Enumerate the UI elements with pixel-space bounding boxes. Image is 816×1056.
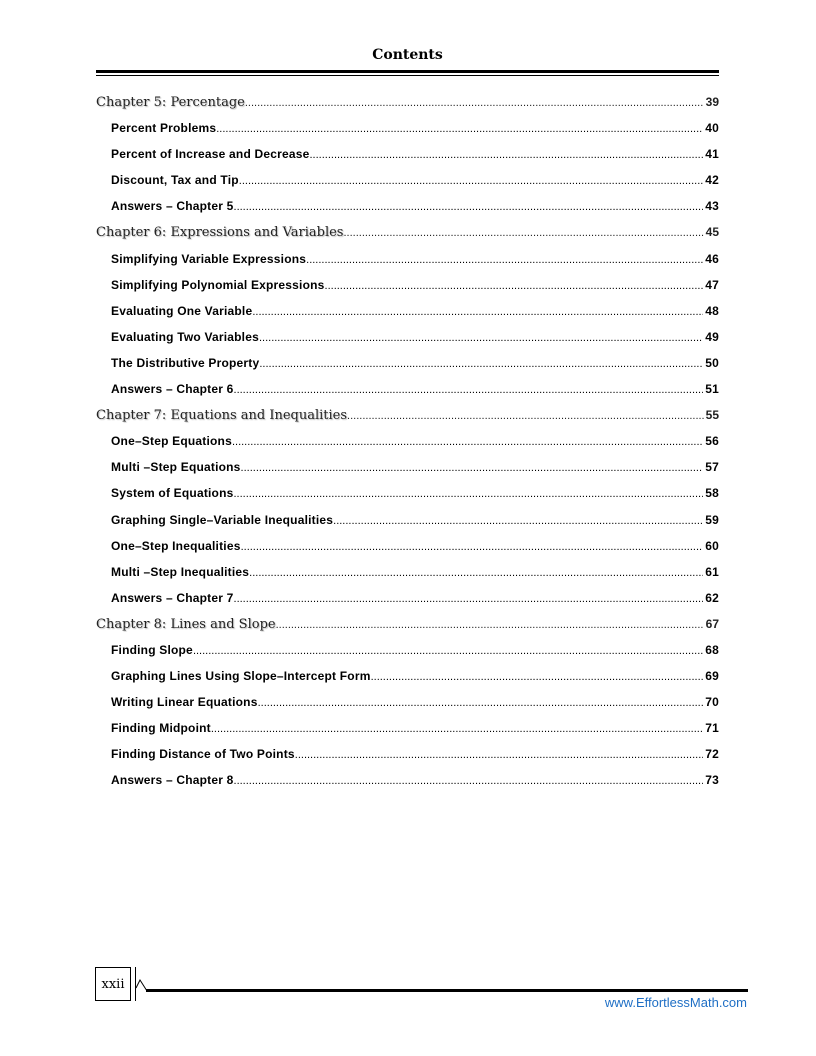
toc-entry-page: 39: [705, 95, 719, 109]
toc-entry-label: Multi –Step Inequalities: [111, 564, 250, 579]
dot-leader: [343, 227, 703, 239]
toc-entry-label: Answers – Chapter 8: [111, 773, 234, 788]
dot-leader: [234, 201, 704, 213]
toc-entry-page: 73: [705, 773, 719, 788]
dot-leader: [258, 697, 704, 709]
toc-entry-label: Finding Midpoint: [111, 721, 211, 736]
website-link[interactable]: www.EffortlessMath.com: [604, 995, 747, 1010]
dot-leader: [252, 306, 703, 318]
toc-section-entry[interactable]: [96, 252, 719, 278]
toc-entry-page: 49: [705, 329, 719, 344]
dot-leader: [310, 149, 704, 161]
toc-entry-label: Chapter 7: Equations and Inequalities: [96, 408, 348, 424]
toc-entry-page: 69: [705, 669, 719, 684]
toc-entry-label: Simplifying Polynomial Expressions: [111, 277, 325, 292]
toc-entry-page: 55: [705, 408, 719, 423]
toc-entry-label: Graphing Single–Variable Inequalities: [111, 512, 334, 527]
toc-entry-page: 58: [705, 486, 719, 501]
toc-section-entry[interactable]: [96, 747, 719, 773]
dot-leader: [347, 410, 704, 422]
toc-chapter-entry[interactable]: [96, 617, 719, 643]
toc-entry-page: 72: [705, 747, 719, 762]
toc-entry-label: Evaluating One Variable: [111, 303, 253, 318]
toc-entry-label: Answers – Chapter 5: [111, 199, 234, 214]
toc-entry-page: 62: [705, 590, 719, 605]
toc-entry-label: Finding Distance of Two Points: [111, 747, 295, 762]
dot-leader: [234, 593, 704, 605]
toc-section-entry[interactable]: [96, 539, 719, 565]
toc-entry-label: One–Step Inequalities: [111, 538, 241, 553]
dot-leader: [245, 97, 704, 109]
toc-entry-label: Discount, Tax and Tip: [111, 173, 239, 188]
toc-entry-label: Answers – Chapter 7: [111, 590, 234, 605]
dot-leader: [333, 515, 703, 527]
toc-section-entry[interactable]: [96, 278, 719, 304]
dot-leader: [241, 541, 704, 553]
header-rule-thick: [96, 70, 719, 73]
toc-chapter-entry[interactable]: [96, 95, 719, 121]
toc-entry-page: 67: [705, 616, 719, 631]
dot-leader: [211, 723, 703, 735]
page-number: xxii: [95, 967, 131, 1001]
toc-chapter-entry[interactable]: [96, 408, 719, 434]
toc-entry-page: 45: [705, 225, 719, 240]
toc-entry-page: 51: [705, 382, 719, 397]
toc-section-entry[interactable]: [96, 382, 719, 408]
toc-entry-label: Graphing Lines Using Slope–Intercept Form: [111, 669, 371, 684]
toc-entry-page: 61: [705, 564, 719, 579]
page-title: Contents: [372, 47, 443, 63]
toc-section-entry[interactable]: [96, 173, 719, 199]
toc-section-entry[interactable]: [96, 695, 719, 721]
dot-leader: [306, 254, 703, 266]
toc-entry-label: Chapter 8: Lines and Slope: [96, 616, 276, 632]
toc-section-entry[interactable]: [96, 330, 719, 356]
toc-entry-page: 46: [705, 251, 719, 266]
toc-section-entry[interactable]: [96, 434, 719, 460]
toc-entry-page: 68: [705, 642, 719, 657]
dot-leader: [193, 645, 703, 657]
dot-leader: [249, 567, 703, 579]
dot-leader: [232, 436, 703, 448]
toc-entry-label: Multi –Step Equations: [111, 460, 241, 475]
table-of-contents: [96, 95, 719, 800]
toc-entry-page: 48: [705, 303, 719, 318]
toc-section-entry[interactable]: [96, 147, 719, 173]
toc-entry-page: 43: [705, 199, 719, 214]
dot-leader: [234, 488, 704, 500]
dot-leader: [325, 280, 704, 292]
dot-leader: [241, 462, 704, 474]
toc-entry-page: 57: [705, 460, 719, 475]
toc-entry-page: 40: [705, 121, 719, 136]
toc-entry-label: Percent of Increase and Decrease: [111, 147, 310, 162]
toc-entry-label: Chapter 6: Expressions and Variables: [96, 225, 344, 241]
toc-section-entry[interactable]: [96, 304, 719, 330]
toc-entry-label: Simplifying Variable Expressions: [111, 251, 307, 266]
toc-entry-label: Percent Problems: [111, 121, 217, 136]
toc-entry-page: 56: [705, 434, 719, 449]
dot-leader: [259, 332, 703, 344]
dot-leader: [234, 384, 704, 396]
toc-section-entry[interactable]: [96, 773, 719, 799]
toc-entry-page: 60: [705, 538, 719, 553]
toc-section-entry[interactable]: [96, 486, 719, 512]
toc-entry-page: 50: [705, 355, 719, 370]
toc-section-entry[interactable]: [96, 199, 719, 225]
footer-rule: [146, 989, 748, 992]
dot-leader: [234, 775, 704, 787]
toc-entry-page: 71: [705, 721, 719, 736]
header-rule-thin: [96, 75, 719, 76]
toc-entry-label: Evaluating Two Variables: [111, 329, 259, 344]
toc-entry-page: 70: [705, 695, 719, 710]
toc-section-entry[interactable]: [96, 565, 719, 591]
toc-entry-page: 59: [705, 512, 719, 527]
toc-entry-label: Finding Slope: [111, 642, 193, 657]
toc-entry-page: 42: [705, 173, 719, 188]
dot-leader: [276, 619, 704, 631]
toc-section-entry[interactable]: [96, 513, 719, 539]
toc-entry-page: 47: [705, 277, 719, 292]
toc-entry-label: One–Step Equations: [111, 434, 232, 449]
toc-entry-label: The Distributive Property: [111, 355, 260, 370]
dot-leader: [295, 749, 703, 761]
toc-chapter-entry[interactable]: [96, 225, 719, 251]
toc-section-entry[interactable]: [96, 591, 719, 617]
toc-entry-label: System of Equations: [111, 486, 234, 501]
toc-entry-label: Chapter 5: Percentage: [96, 95, 245, 110]
dot-leader: [259, 358, 703, 370]
toc-entry-page: 41: [705, 147, 719, 162]
toc-entry-label: Writing Linear Equations: [111, 695, 258, 710]
toc-section-entry[interactable]: [96, 356, 719, 382]
dot-leader: [371, 671, 704, 683]
toc-section-entry[interactable]: [96, 669, 719, 695]
toc-section-entry[interactable]: [96, 721, 719, 747]
dot-leader: [239, 175, 703, 187]
toc-section-entry[interactable]: [96, 460, 719, 486]
toc-section-entry[interactable]: [96, 643, 719, 669]
toc-entry-label: Answers – Chapter 6: [111, 382, 234, 397]
toc-section-entry[interactable]: [96, 121, 719, 147]
dot-leader: [216, 123, 703, 135]
